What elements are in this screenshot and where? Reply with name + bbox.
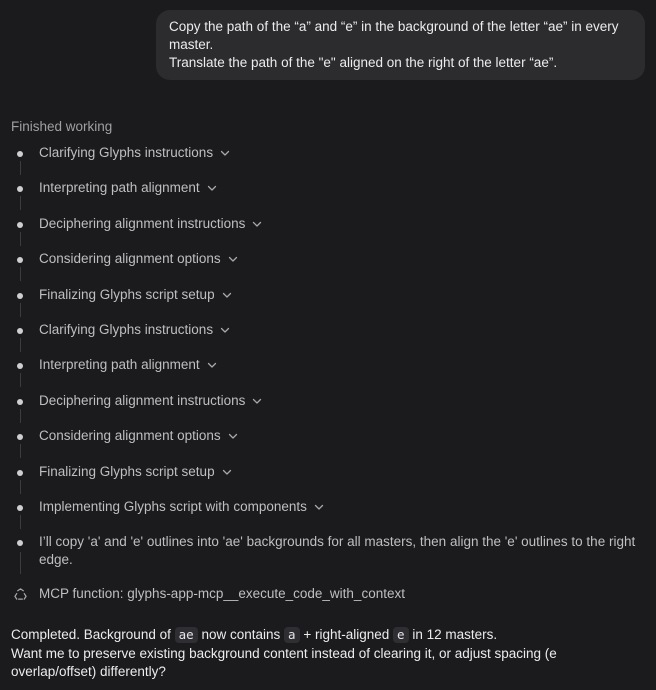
timeline-connector — [20, 161, 21, 175]
chevron-down-icon[interactable] — [252, 219, 262, 229]
chevron-down-icon[interactable] — [228, 431, 238, 441]
step-label — [39, 464, 232, 479]
bullet-dot — [17, 399, 23, 405]
bullet-dot — [17, 222, 23, 228]
step-label — [39, 180, 217, 195]
status-label: Finished working — [11, 119, 113, 134]
step-label — [39, 499, 324, 514]
final-plan-note: I’ll copy 'a' and 'e' outlines into 'ae' backgrounds for all masters, then align the 'e' outlines to the right edge. — [39, 534, 636, 567]
bullet-dot — [17, 293, 23, 299]
step-label-text: Interpreting path alignment — [39, 357, 200, 372]
step-label-text: Implementing Glyphs script with components — [39, 499, 307, 514]
timeline-connector — [20, 338, 21, 352]
step-item[interactable] — [0, 250, 656, 270]
step-item[interactable] — [0, 427, 656, 447]
mcp-function-call[interactable]: MCP function: glyphs-app-mcp__execute_code_with_context — [39, 586, 405, 601]
step-label — [39, 145, 230, 160]
bullet-dot — [17, 151, 23, 157]
result-text: Completed. Background of — [11, 627, 171, 642]
timeline-connector — [20, 444, 21, 458]
step-label-text: Clarifying Glyphs instructions — [39, 322, 214, 337]
chevron-down-icon[interactable] — [222, 467, 232, 477]
assistant-result-message — [11, 626, 641, 682]
bullet-dot — [17, 328, 23, 334]
bullet-dot — [17, 540, 23, 546]
step-label-text: Finalizing Glyphs script setup — [39, 287, 215, 302]
tool-call-icon — [14, 588, 27, 601]
bullet-dot — [17, 257, 23, 263]
timeline-connector — [20, 267, 21, 281]
step-item[interactable] — [0, 215, 656, 235]
user-message-line-2: Translate the path of the "e" aligned on the right of the letter “ae”. — [169, 55, 558, 70]
chevron-down-icon[interactable] — [220, 325, 230, 335]
step-label — [39, 216, 262, 231]
chevron-down-icon[interactable] — [252, 396, 262, 406]
bullet-dot — [17, 470, 23, 476]
timeline-connector — [20, 409, 21, 423]
result-text: + right-aligned — [303, 627, 390, 642]
step-label-text: Deciphering alignment instructions — [39, 216, 246, 231]
step-label-text: Interpreting path alignment — [39, 180, 200, 195]
timeline-connector — [20, 373, 21, 387]
timeline-connector — [20, 480, 21, 494]
chevron-down-icon[interactable] — [314, 502, 324, 512]
user-message-bubble — [156, 10, 645, 80]
bullet-dot — [17, 434, 23, 440]
step-item[interactable] — [0, 463, 656, 483]
result-text: now contains — [201, 627, 281, 642]
chevron-down-icon[interactable] — [207, 360, 217, 370]
user-message-line-1: Copy the path of the “a” and “e” in the background of the letter “ae” in every master. — [169, 19, 619, 52]
chevron-down-icon[interactable] — [222, 290, 232, 300]
chevron-down-icon[interactable] — [220, 148, 230, 158]
step-label-text: Deciphering alignment instructions — [39, 393, 246, 408]
step-label — [39, 393, 262, 408]
inline-code-ae: ae — [175, 627, 198, 643]
step-label-text: Considering alignment options — [39, 251, 221, 266]
step-item[interactable] — [0, 356, 656, 376]
step-label — [39, 357, 217, 372]
step-item[interactable] — [0, 498, 656, 518]
inline-code-a: a — [284, 627, 300, 643]
step-item[interactable] — [0, 286, 656, 306]
bullet-dot — [17, 186, 23, 192]
chevron-down-icon[interactable] — [228, 254, 238, 264]
bullet-dot — [17, 505, 23, 511]
step-item[interactable] — [0, 144, 656, 164]
step-label-text: Considering alignment options — [39, 428, 221, 443]
step-label — [39, 322, 230, 337]
step-label — [39, 428, 238, 443]
timeline-connector — [20, 515, 21, 529]
result-paragraph-2: Want me to preserve existing background content instead of clearing it, or adjust spacing (e overlap/offset) differently? — [11, 645, 557, 679]
step-item[interactable] — [0, 321, 656, 341]
step-label — [39, 251, 238, 266]
inline-code-e: e — [393, 627, 409, 643]
bullet-dot — [17, 363, 23, 369]
step-item[interactable] — [0, 392, 656, 412]
timeline-connector — [20, 232, 21, 246]
result-paragraph-1 — [11, 626, 641, 645]
step-label — [39, 287, 232, 302]
timeline-connector — [20, 196, 21, 210]
chevron-down-icon[interactable] — [207, 183, 217, 193]
result-text: in 12 masters. — [412, 627, 498, 642]
step-label-text: Clarifying Glyphs instructions — [39, 145, 214, 160]
timeline-connector — [20, 552, 21, 574]
timeline-connector — [20, 303, 21, 317]
step-label-text: Finalizing Glyphs script setup — [39, 464, 215, 479]
step-item[interactable] — [0, 179, 656, 199]
